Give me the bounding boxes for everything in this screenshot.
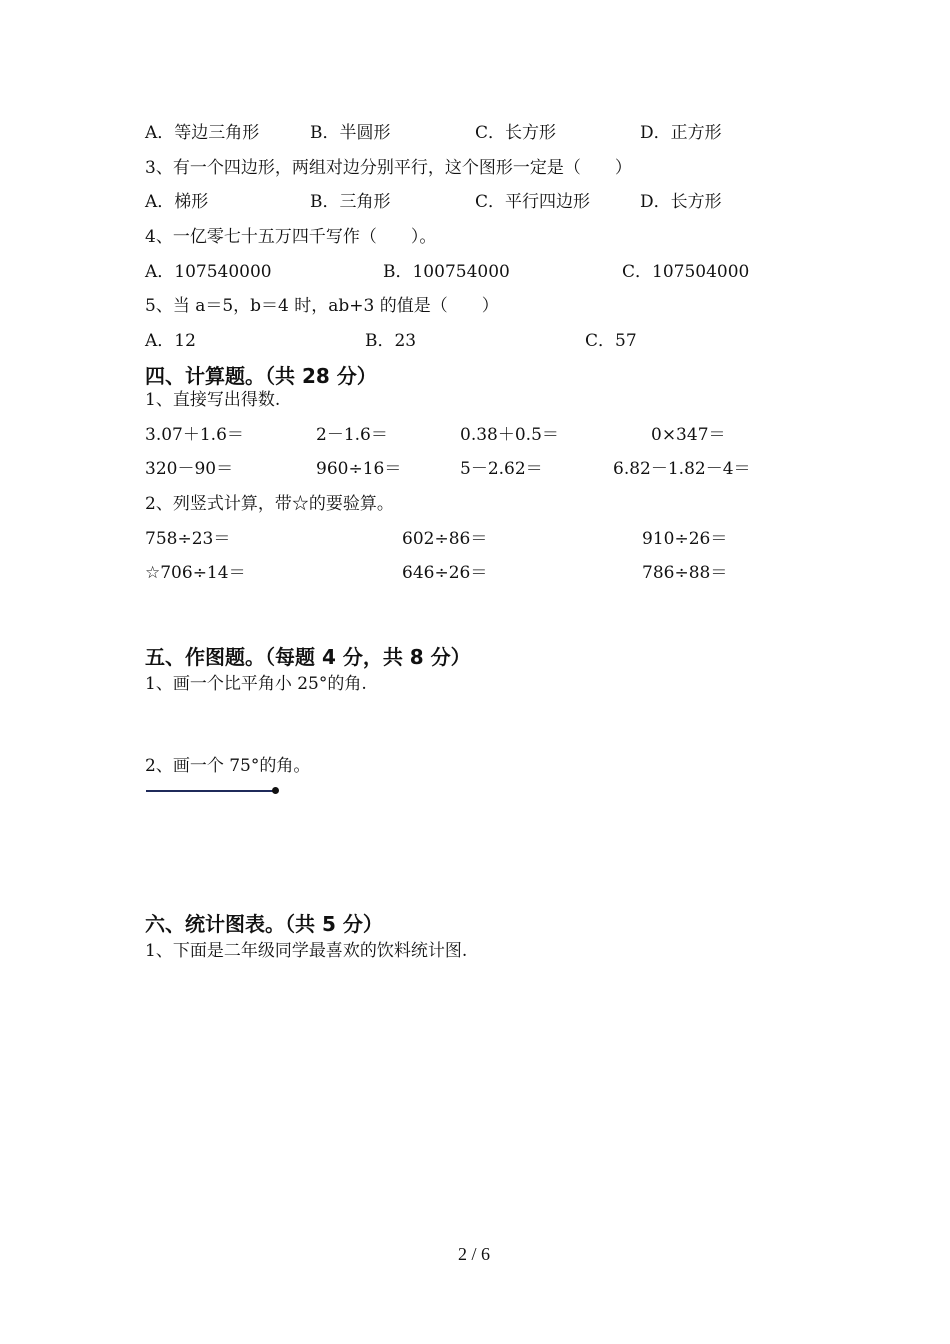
q4-stem: 4、一亿零七十五万四千写作（ ）。: [145, 227, 437, 247]
q3-option-c: C．平行四边形: [475, 192, 591, 212]
q3-option-b: B．三角形: [310, 192, 391, 212]
section5-title: 五、作图题。（每题 4 分，共 8 分）: [145, 645, 471, 669]
q3-option-d: D．长方形: [640, 192, 722, 212]
q2-option-d: D．正方形: [640, 123, 722, 143]
section4-sub1: 1、直接写出得数.: [145, 390, 281, 410]
section6-q1: 1、下面是二年级同学最喜欢的饮料统计图.: [145, 941, 468, 961]
page-number: 2 / 6: [458, 1244, 491, 1264]
calc-r4-c1: ☆706÷14＝: [145, 563, 246, 583]
q3-option-a: A．梯形: [145, 192, 209, 212]
q4-option-b: B．100754000: [383, 262, 510, 282]
angle-vertex-point: [272, 787, 279, 794]
q2-option-c: C．长方形: [475, 123, 557, 143]
calc-r1-c1: 3.07＋1.6＝: [145, 425, 244, 445]
section4-sub2: 2、列竖式计算，带☆的要验算。: [145, 494, 394, 514]
section4-title: 四、计算题。（共 28 分）: [145, 364, 377, 388]
calc-r2-c4: 6.82－1.82－4＝: [613, 459, 751, 479]
q5-stem: 5、当 a＝5，b＝4 时，ab+3 的值是（ ）: [145, 296, 499, 316]
angle-ray-line: [146, 790, 274, 792]
q2-option-b: B．半圆形: [310, 123, 391, 143]
q2-option-a: A．等边三角形: [145, 123, 260, 143]
calc-r2-c2: 960÷16＝: [316, 459, 402, 479]
calc-r1-c2: 2－1.6＝: [316, 425, 388, 445]
q5-option-b: B．23: [365, 331, 417, 351]
calc-r3-c2: 602÷86＝: [402, 529, 488, 549]
calc-r4-c3: 786÷88＝: [642, 563, 728, 583]
calc-r3-c1: 758÷23＝: [145, 529, 231, 549]
calc-r2-c1: 320－90＝: [145, 459, 234, 479]
q4-option-c: C．107504000: [622, 262, 750, 282]
calc-r3-c3: 910÷26＝: [642, 529, 728, 549]
section5-q2: 2、画一个 75°的角。: [145, 756, 311, 776]
calc-r2-c3: 5－2.62＝: [460, 459, 543, 479]
q5-option-a: A．12: [145, 331, 196, 351]
section5-q1: 1、画一个比平角小 25°的角.: [145, 674, 367, 694]
calc-r4-c2: 646÷26＝: [402, 563, 488, 583]
q5-option-c: C．57: [585, 331, 637, 351]
calc-r1-c3: 0.38＋0.5＝: [460, 425, 559, 445]
q4-option-a: A．107540000: [145, 262, 272, 282]
q3-stem: 3、有一个四边形，两组对边分别平行，这个图形一定是（ ）: [145, 158, 632, 178]
section6-title: 六、统计图表。（共 5 分）: [145, 912, 383, 936]
calc-r1-c4: 0×347＝: [651, 425, 726, 445]
